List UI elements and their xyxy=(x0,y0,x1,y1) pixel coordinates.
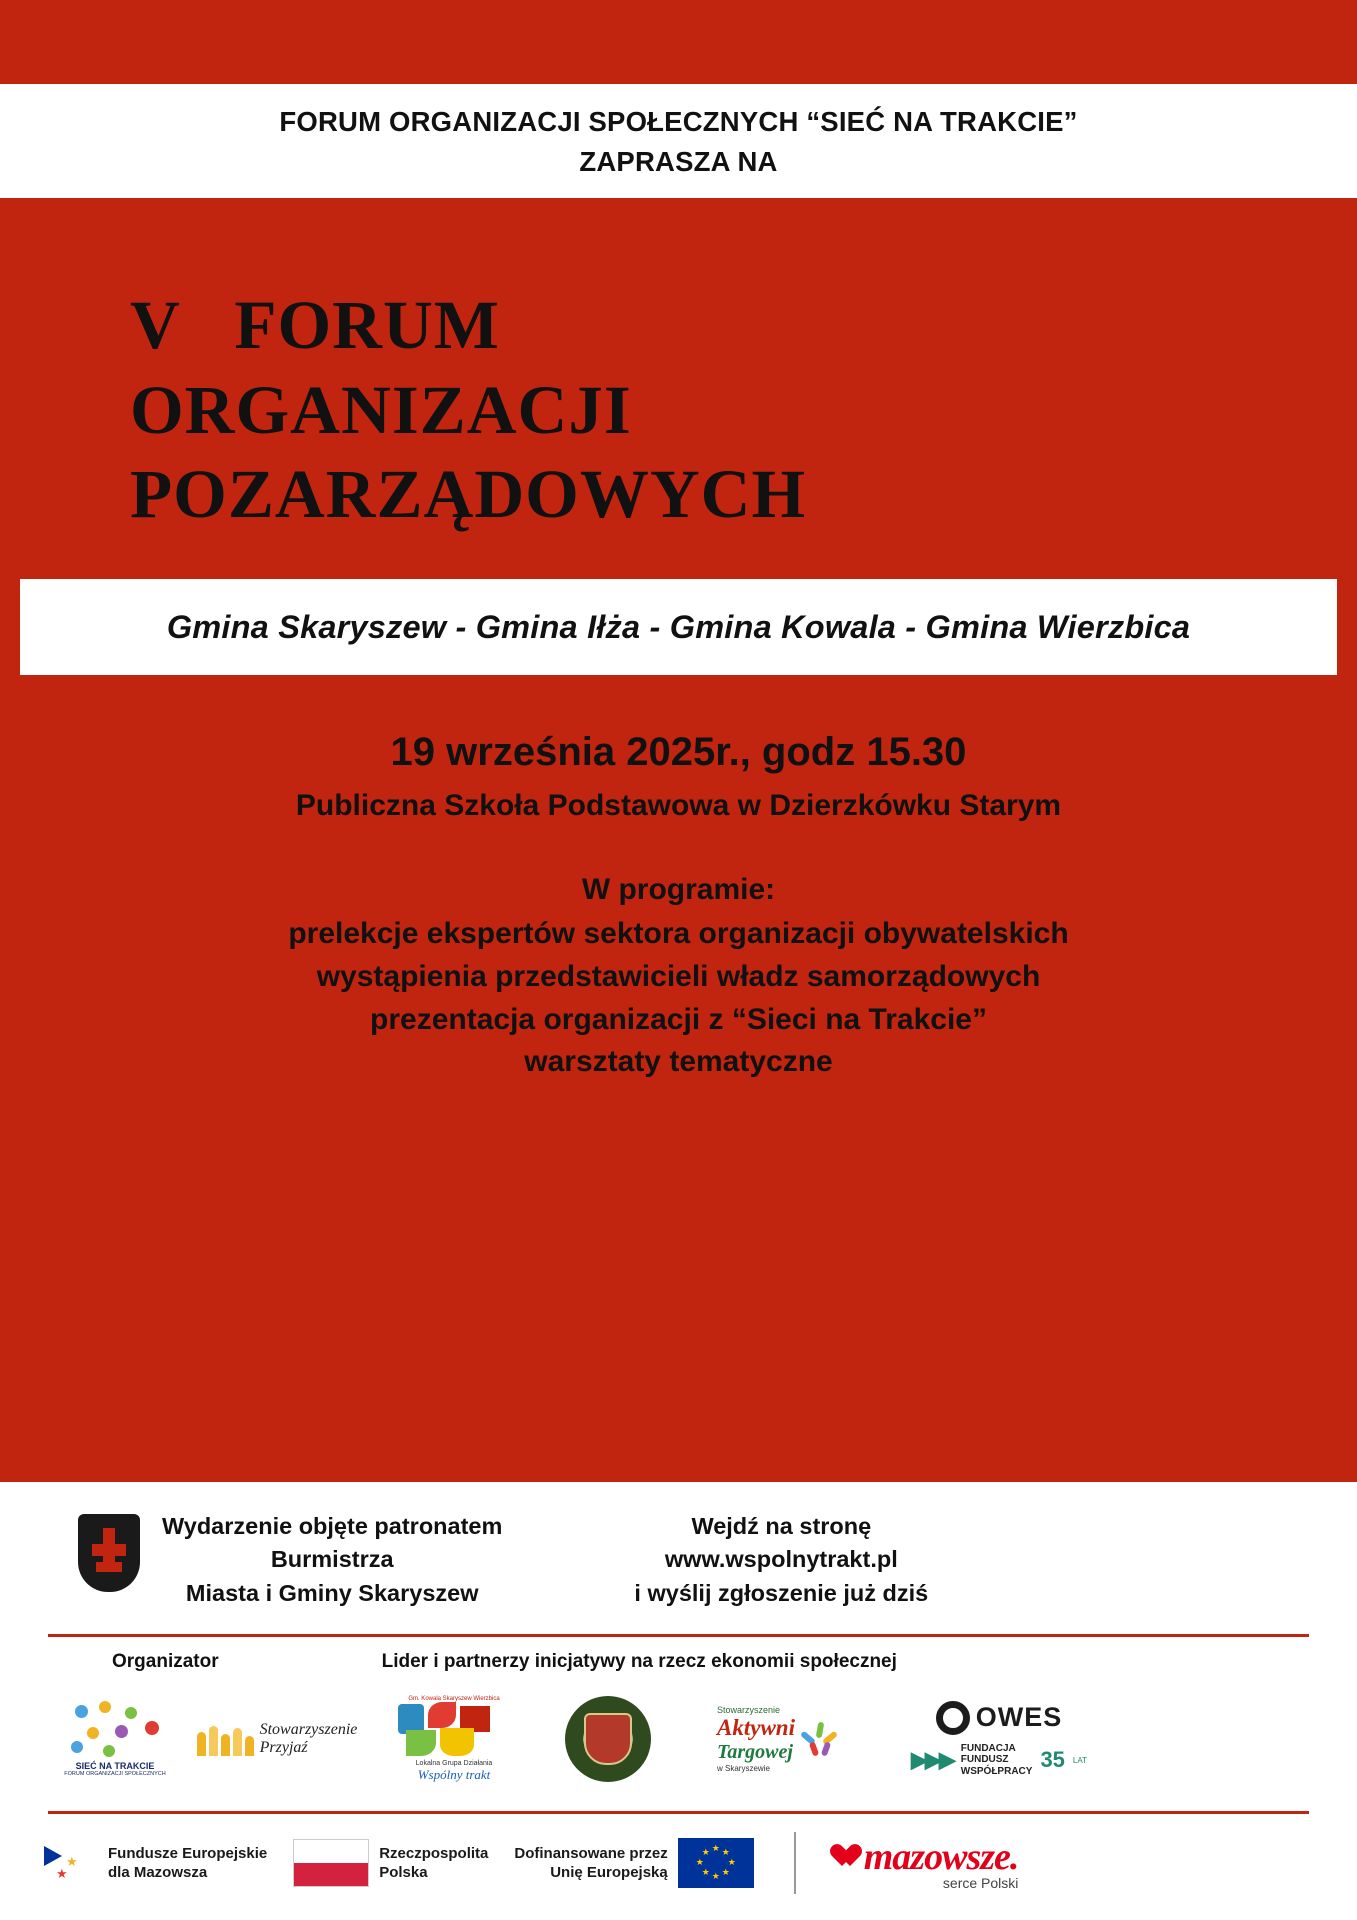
aktywni-pre: Stowarzyszenie xyxy=(717,1705,781,1715)
skaryszew-crest-icon xyxy=(78,1514,140,1592)
patronage-strip xyxy=(0,1482,1357,1620)
rp-line-2: Polska xyxy=(379,1864,428,1881)
ffw-text xyxy=(961,1743,1033,1778)
poland-flag-icon xyxy=(293,1839,369,1887)
main-red-section xyxy=(0,198,1357,1482)
ffw-line-1: FUNDACJA xyxy=(960,1742,1016,1754)
program-item: prezentacja organizacji z “Sieci na Trakcie” xyxy=(370,1002,987,1036)
aktywni-star-icon xyxy=(803,1722,837,1756)
patronage-line-2: Burmistrza xyxy=(270,1546,394,1573)
ffw-years-sub: LAT xyxy=(1072,1755,1087,1765)
eu-line-2: Unię Europejską xyxy=(550,1864,668,1881)
rp-caption xyxy=(379,1844,488,1883)
patronage-line-3: Miasta i Gminy Skaryszew xyxy=(185,1579,479,1606)
fe-line-2: dla Mazowsza xyxy=(108,1864,208,1881)
municipalities-band xyxy=(20,579,1337,675)
event-date: 19 września 2025r., godz 15.30 xyxy=(390,730,967,775)
title-line-3: POZARZĄDOWYCH xyxy=(130,456,807,533)
siec-subtitle: FORUM ORGANIZACJI SPOŁECZNYCH xyxy=(64,1771,166,1777)
logo-rzeczpospolita-polska xyxy=(293,1839,488,1887)
header-band xyxy=(0,84,1357,198)
ffw-chevrons-icon: ▶▶▶ xyxy=(911,1747,953,1772)
label-lider: Lider i partnerzy inicjatywy na rzecz ekonomii społecznej xyxy=(381,1651,897,1672)
logo-mazowsze xyxy=(836,1835,1019,1891)
logo-labels xyxy=(0,1651,1357,1673)
owes-ring-icon xyxy=(936,1701,970,1735)
siec-dots-icon xyxy=(69,1701,161,1759)
logo-osp xyxy=(556,1696,660,1782)
funding-strip xyxy=(0,1814,1357,1920)
logo-lgd-wspolny-trakt xyxy=(374,1696,534,1783)
logos-section xyxy=(0,1637,1357,1797)
owes-logo xyxy=(936,1701,1063,1735)
eu-caption xyxy=(514,1844,667,1883)
ffw-logo xyxy=(911,1743,1087,1778)
przyjaz-line-1: Stowarzyszenie xyxy=(259,1721,358,1738)
logo-aktywni-na-targowej xyxy=(682,1705,872,1773)
eu-line-1: Dofinansowane przez xyxy=(514,1844,668,1862)
siec-name: SIEĆ NA TRAKCIE xyxy=(75,1761,155,1771)
program-section xyxy=(0,873,1357,1083)
page-title xyxy=(0,238,1357,538)
event-place: Publiczna Szkoła Podstawowa w Dzierzkówku Starym xyxy=(295,789,1062,823)
header-line-2: ZAPRASZA NA xyxy=(579,145,778,177)
aktywni-sub: w Skaryszewie xyxy=(717,1764,770,1773)
patronage-block xyxy=(78,1510,502,1610)
title-line-2: ORGANIZACJI xyxy=(130,371,632,448)
logo-owes-ffw xyxy=(894,1701,1104,1778)
rp-line-1: Rzeczpospolita xyxy=(379,1844,489,1862)
patronage-text xyxy=(162,1510,502,1610)
ffw-years: 35 xyxy=(1040,1747,1065,1772)
website-block xyxy=(634,1510,928,1610)
aktywni-line-1: Aktywni xyxy=(717,1715,795,1740)
program-item: wystąpienia przedstawicieli władz samorządowych xyxy=(316,959,1041,993)
logo-european-union xyxy=(514,1838,753,1888)
lgd-name: Wspólny trakt xyxy=(417,1766,491,1782)
header-line-1: FORUM ORGANIZACJI SPOŁECZNYCH “SIEĆ NA TRAKCIE” xyxy=(279,106,1078,137)
website-url[interactable]: www.wspolnytrakt.pl xyxy=(664,1546,898,1573)
program-item: warsztaty tematyczne xyxy=(524,1045,833,1079)
mazowsze-word: mazowsze. xyxy=(863,1836,1019,1878)
program-heading: W programie: xyxy=(581,873,776,907)
vertical-divider xyxy=(794,1832,796,1894)
program-item: prelekcje ekspertów sektora organizacji obywatelskich xyxy=(288,917,1069,951)
eu-flag-icon: ★ ★ ★ ★ ★ ★ ★ ★ xyxy=(678,1838,754,1888)
aktywni-line-2: Targowej xyxy=(717,1741,793,1763)
owes-name: OWES xyxy=(975,1702,1063,1733)
logo-przyjaz xyxy=(202,1721,358,1757)
ffw-line-3: WSPÓŁPRACY xyxy=(960,1765,1033,1777)
label-organizator: Organizator xyxy=(112,1651,219,1672)
website-line-1: Wejdź na stronę xyxy=(691,1512,872,1539)
lgd-shape-icon xyxy=(394,1702,514,1760)
ffw-line-2: FUNDUSZ xyxy=(960,1754,1009,1766)
logo-siec-na-trakcie xyxy=(50,1701,180,1777)
osp-crest-icon xyxy=(565,1696,651,1782)
website-line-3: i wyślij zgłoszenie już dziś xyxy=(634,1579,929,1606)
lgd-top-text: Gm. Kowala Skaryszew Wierzbica xyxy=(408,1695,500,1702)
heart-icon xyxy=(836,1845,862,1869)
fe-line-1: Fundusze Europejskie xyxy=(108,1844,268,1862)
lgd-mid-text: Lokalna Grupa Działania xyxy=(415,1759,493,1767)
logo-fundusze-europejskie xyxy=(44,1840,267,1886)
municipalities-text: Gmina Skaryszew - Gmina Iłża - Gmina Kowala - Gmina Wierzbica xyxy=(166,608,1191,645)
fe-stars-icon: ★ ★ ★ xyxy=(44,1840,98,1886)
logo-row xyxy=(0,1685,1357,1793)
title-line-1: V FORUM xyxy=(130,286,500,363)
patronage-line-1: Wydarzenie objęte patronatem xyxy=(162,1512,503,1539)
przyjaz-line-2: Przyjaź xyxy=(259,1739,308,1756)
top-red-bar xyxy=(0,0,1357,84)
mazowsze-sub: serce Polski xyxy=(942,1875,1019,1891)
event-details xyxy=(0,727,1357,823)
people-icon xyxy=(197,1722,254,1756)
fe-caption xyxy=(108,1844,267,1883)
